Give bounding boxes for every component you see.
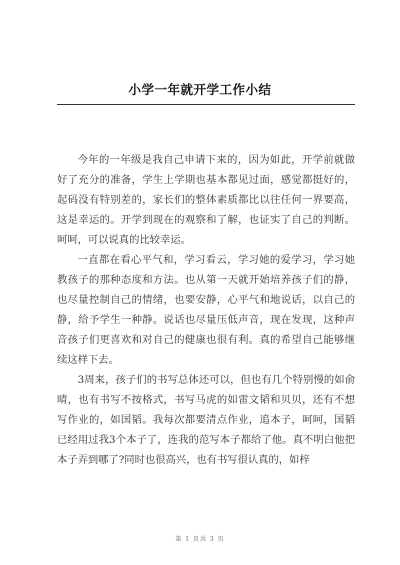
body-paragraph-1: 今年的一年级是我自己申请下来的，因为如此，开学前就做好了充分的准备，学生上学期也基本都见过面，感觉都挺好的，起码没有特别差的，家长们的整体素质都比以往任何一界要高，这是幸运的。开学到现在的观察和了解，也证实了自己的判断。呵呵，可以说真的比较幸运。 [57, 154, 355, 246]
body-paragraph-3: 3周来，孩子们的书写总体还可以，但也有几个特别慢的如俞晴，也有书写不按格式，书写马虎的如雷文韬和贝贝，还有不想写作业的，如国韬。我每次都要清点作业，追本子，呵呵，国韬已经用过我3个本子了，连我的范写本子都给了他。真不明白他把本子弄到哪了?同时也很高兴，也有书写很认真的，如梓 [57, 374, 355, 466]
document-body [57, 150, 355, 470]
document-title: 小学一年就开学工作小结 [128, 82, 272, 97]
page-footer: 第 1 页共 3 页 [175, 536, 225, 543]
title-divider [57, 104, 355, 105]
body-paragraph-2: 一直都在看心平气和，学习看云，学习她的爱学习，学习她教孩子的那种态度和方法。也从第一天就开始培养孩子们的静，也尽量控制自己的情绪，也要安静，心平气和地说话，以自己的静，给予学生一种静。说话也尽量压低声音，现在发现，这种声音孩子们更喜欢和对自己的健康也很有利。真的希望自己能够继续这样下去。 [57, 254, 355, 366]
